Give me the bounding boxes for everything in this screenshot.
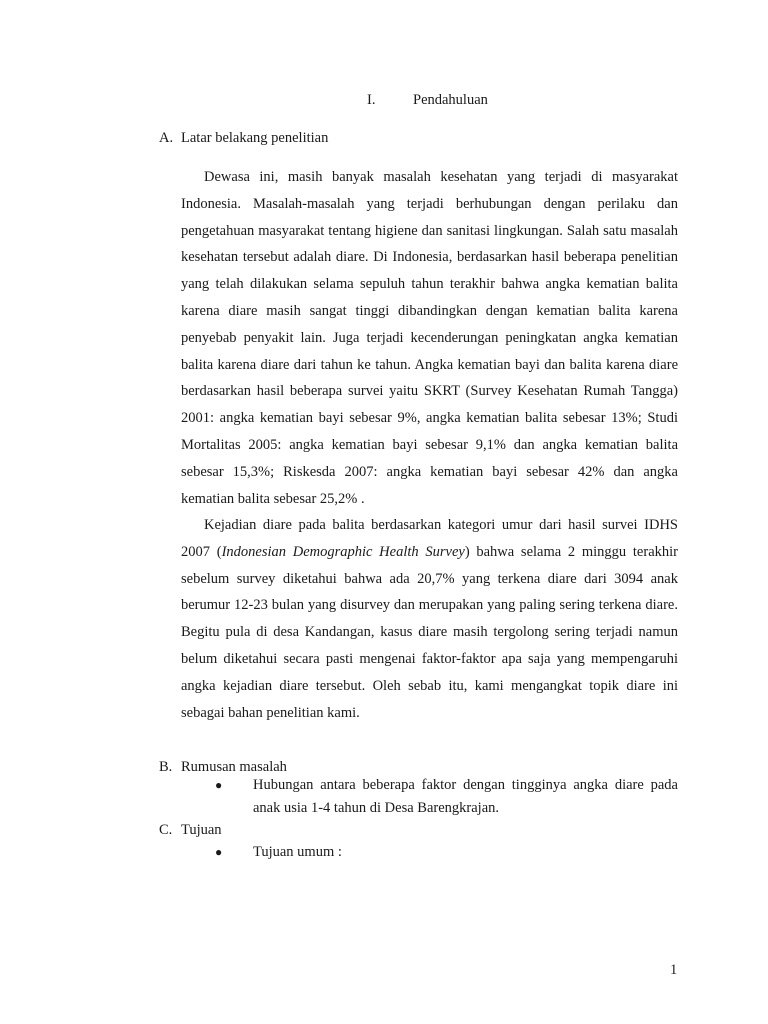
section-heading-c [159, 822, 222, 839]
page-number: 1 [670, 962, 678, 978]
paragraph-background: Dewasa ini, masih banyak masalah kesehatan yang terjadi di masyarakat Indonesia. Masalah-masalah yang terjadi berhubungan dengan perilaku dan pengetahuan masyarakat tentang higiene dan sanitasi lingkungan. Salah satu masalah kesehatan tersebut adalah diare. Di Indonesia, berdasarkan hasil beberapa penelitian yang telah dilakukan selama sepuluh tahun terakhir bahwa angka kematian balita karena diare masih sangat tinggi dibandingkan dengan kematian balita karena penyebab penyakit lain. Juga terjadi kecenderungan peningkatan angka kematian balita karena diare dari tahun ke tahun. Angka kematian bayi dan balita karena diare berdasarkan hasil beberapa survei yaitu SKRT (Survey Kesehatan Rumah Tangga) 2001: angka kematian bayi sebesar 9%, angka kematian balita sebesar 13%; Studi Mortalitas 2005: angka kematian bayi sebesar 9,1% dan angka kematian balita sebesar 15,3%; Riskesda 2007: angka kematian bayi sebesar 42% dan angka kematian balita sebesar 25,2% . [181, 169, 678, 507]
survey-name-italic: Indonesian Demographic Health Survey [221, 543, 465, 560]
bullet-text: Tujuan umum : [253, 844, 342, 860]
section-title: Tujuan [181, 822, 222, 838]
paragraph-text: ) bahwa selama 2 minggu terakhir sebelum survey diketahui bahwa ada 20,7% yang terkena diare dari 3094 anak berumur 12-23 bulan yang disurvey dan merupakan yang paling sering terkena diare. Begitu pula di desa Kandangan, kasus diare masih tergolong sering terjadi namun belum diketahui secara pasti mengenai faktor-faktor apa saja yang mempengaruhi angka kejadian diare tersebut. Oleh sebab itu, kami mengangkat topik diare ini sebagai bahan penelitian kami. [181, 543, 678, 721]
chapter-number: I. [367, 92, 376, 108]
bullet-icon: ● [215, 845, 223, 859]
paragraph-idhs [181, 512, 678, 726]
bullet-item-tujuan [215, 841, 678, 864]
section-letter: A. [159, 130, 174, 146]
section-heading-a [159, 130, 328, 147]
section-title: Latar belakang penelitian [181, 130, 329, 146]
bullet-text: Hubungan antara beberapa faktor dengan tingginya angka diare pada anak usia 1-4 tahun di Desa Barengkrajan. [253, 777, 678, 816]
section-letter: B. [159, 759, 173, 775]
bullet-icon: ● [215, 778, 223, 792]
paragraph-text: Kejadian diare pada balita berdasarkan kategori umur dari hasil survei IDHS 2007 ( [181, 517, 678, 560]
bullet-item-rumusan [215, 774, 678, 820]
section-letter: C. [159, 822, 173, 838]
chapter-title-text: Pendahuluan [413, 92, 488, 108]
section-title: Rumusan masalah [181, 759, 287, 775]
